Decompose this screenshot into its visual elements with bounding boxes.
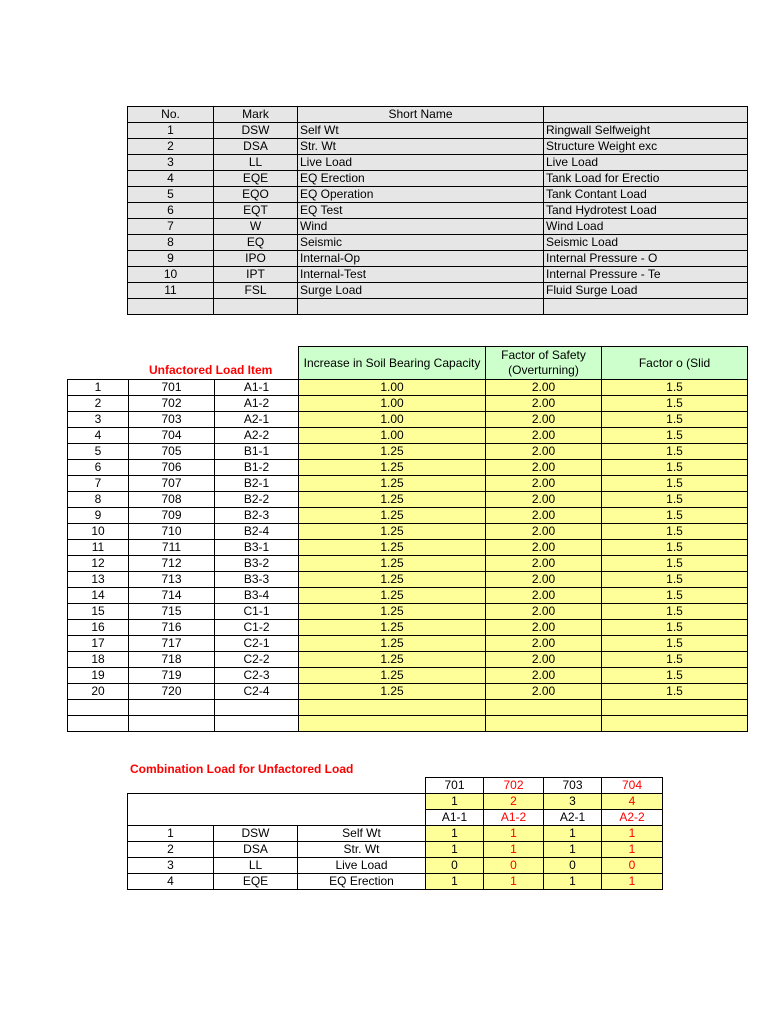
table-row	[68, 508, 748, 524]
table-cell: 1.5	[602, 524, 748, 540]
table-cell: Ringwall Selfweight	[544, 123, 748, 139]
table-cell: 1	[128, 826, 214, 842]
table-row	[128, 826, 663, 842]
table-cell: 1	[602, 874, 663, 890]
table-cell: 2.00	[486, 380, 602, 396]
table-row	[128, 155, 748, 171]
table-cell: 4	[128, 874, 214, 890]
table-cell: 1.00	[299, 412, 486, 428]
table-row	[68, 460, 748, 476]
col-id-cell: 703	[544, 778, 602, 794]
table-cell: LL	[214, 858, 298, 874]
column-header: Mark	[214, 107, 298, 123]
table-cell: 1.5	[602, 620, 748, 636]
table-cell: IPO	[214, 251, 298, 267]
table-cell: B3-2	[215, 556, 299, 572]
table-cell: 1.5	[602, 492, 748, 508]
table-cell: B2-3	[215, 508, 299, 524]
col-num-cell: 4	[602, 794, 663, 810]
table-cell: 1.5	[602, 428, 748, 444]
table-cell: A1-2	[215, 396, 299, 412]
table-row	[128, 251, 748, 267]
table-cell: 2.00	[486, 620, 602, 636]
table-cell: 1	[484, 842, 544, 858]
table-row	[128, 123, 748, 139]
table-cell: 13	[68, 572, 129, 588]
table-cell: 1.5	[602, 572, 748, 588]
combination-load-table-wrap	[127, 777, 662, 891]
table-cell: 2	[128, 842, 214, 858]
table-cell: 17	[68, 636, 129, 652]
table-cell: 20	[68, 684, 129, 700]
table-cell: Seismic	[298, 235, 544, 251]
table-cell: 1.5	[602, 444, 748, 460]
table-row	[128, 874, 663, 890]
table-cell: B1-2	[215, 460, 299, 476]
table-cell: 715	[129, 604, 215, 620]
table-header-row	[128, 107, 748, 123]
load-definition-table-wrap	[127, 106, 662, 316]
table-cell: 2.00	[486, 572, 602, 588]
table-cell: 2.00	[486, 428, 602, 444]
empty-row	[68, 716, 748, 732]
table-cell: 1.5	[602, 684, 748, 700]
table-cell: Fluid Surge Load	[544, 283, 748, 299]
table-cell: EQ	[214, 235, 298, 251]
table-cell: Structure Weight exc	[544, 139, 748, 155]
empty-cell	[128, 299, 214, 315]
table-cell: 713	[129, 572, 215, 588]
table-cell: 7	[68, 476, 129, 492]
table-cell: 5	[128, 187, 214, 203]
combination-load-table	[127, 777, 663, 890]
table-cell: 1	[128, 123, 214, 139]
table-cell: 2.00	[486, 652, 602, 668]
column-header: No.	[128, 107, 214, 123]
header-row	[128, 794, 663, 810]
table-row	[128, 842, 663, 858]
table-cell: 1.5	[602, 588, 748, 604]
table-cell: Tank Contant Load	[544, 187, 748, 203]
table-cell: B3-4	[215, 588, 299, 604]
table-cell: Live Load	[544, 155, 748, 171]
table-cell: 1.25	[299, 588, 486, 604]
table-cell: 18	[68, 652, 129, 668]
table-cell: Seismic Load	[544, 235, 748, 251]
table-cell: Wind	[298, 219, 544, 235]
table-cell: C2-3	[215, 668, 299, 684]
table-cell: 718	[129, 652, 215, 668]
col-num-cell: 2	[484, 794, 544, 810]
table-cell: 1	[484, 874, 544, 890]
table-cell: 1.25	[299, 444, 486, 460]
table-cell: Internal Pressure - O	[544, 251, 748, 267]
table-cell: 1.00	[299, 396, 486, 412]
table-cell: W	[214, 219, 298, 235]
table-row	[128, 187, 748, 203]
table-row	[68, 380, 748, 396]
table-cell: 1.25	[299, 460, 486, 476]
table-cell: B2-4	[215, 524, 299, 540]
table-row	[128, 171, 748, 187]
header-row	[128, 778, 663, 794]
table-cell: 717	[129, 636, 215, 652]
table-cell: Wind Load	[544, 219, 748, 235]
table-cell: 2.00	[486, 476, 602, 492]
col-id-cell: 704	[602, 778, 663, 794]
table-cell: 15	[68, 604, 129, 620]
table-cell: 1.5	[602, 412, 748, 428]
table-row	[68, 444, 748, 460]
table-row	[68, 668, 748, 684]
table-cell: 1.25	[299, 476, 486, 492]
table-row	[68, 652, 748, 668]
table-cell: 1.5	[602, 380, 748, 396]
col-id-cell: 702	[484, 778, 544, 794]
table-cell: 1.5	[602, 636, 748, 652]
table-cell: B1-1	[215, 444, 299, 460]
table-cell: 711	[129, 540, 215, 556]
table-cell: C1-2	[215, 620, 299, 636]
table-cell: 2.00	[486, 540, 602, 556]
table-cell: 1.5	[602, 652, 748, 668]
table-cell: 720	[129, 684, 215, 700]
empty-cell	[486, 700, 602, 716]
table-cell: 2.00	[486, 444, 602, 460]
table-row	[68, 412, 748, 428]
table-cell: 703	[129, 412, 215, 428]
table-cell: 6	[128, 203, 214, 219]
table-cell: Surge Load	[298, 283, 544, 299]
table-row	[68, 636, 748, 652]
load-definition-table	[127, 106, 748, 315]
table-cell: 1.25	[299, 556, 486, 572]
table-cell: 1.25	[299, 524, 486, 540]
column-header: Factor of Safety (Overturning)	[486, 347, 602, 380]
empty-cell	[68, 716, 129, 732]
table-row	[68, 556, 748, 572]
table-cell: 2.00	[486, 668, 602, 684]
table-cell: B3-3	[215, 572, 299, 588]
table-row	[128, 858, 663, 874]
table-cell: 3	[68, 412, 129, 428]
table-cell: 1	[544, 826, 602, 842]
table-cell: C2-2	[215, 652, 299, 668]
table-cell: 2.00	[486, 412, 602, 428]
table-cell: 6	[68, 460, 129, 476]
empty-cell	[602, 700, 748, 716]
table-cell: 1	[602, 842, 663, 858]
table-cell: DSA	[214, 139, 298, 155]
table-cell: 2.00	[486, 396, 602, 412]
table-cell: EQE	[214, 874, 298, 890]
table-cell: 1.5	[602, 460, 748, 476]
table-cell: 1.5	[602, 476, 748, 492]
table-cell: 7	[128, 219, 214, 235]
table-cell: 701	[129, 380, 215, 396]
table-cell: A2-2	[215, 428, 299, 444]
table-cell: Live Load	[298, 858, 426, 874]
empty-row	[128, 299, 748, 315]
unfactored-load-item-title: Unfactored Load Item	[149, 363, 273, 377]
empty-cell	[299, 700, 486, 716]
table-cell: C1-1	[215, 604, 299, 620]
table-cell: 1.25	[299, 540, 486, 556]
table-cell: 1	[544, 842, 602, 858]
table-row	[128, 235, 748, 251]
col-mark-cell: A2-2	[602, 810, 663, 826]
table-cell: 1.25	[299, 668, 486, 684]
table-row	[128, 203, 748, 219]
table-cell: 0	[544, 858, 602, 874]
table-cell: 0	[426, 858, 484, 874]
table-cell: 1	[602, 826, 663, 842]
table-cell: 1.5	[602, 508, 748, 524]
table-cell: EQ Erection	[298, 874, 426, 890]
table-row	[68, 620, 748, 636]
table-cell: 3	[128, 858, 214, 874]
column-header: Factor o (Slid	[602, 347, 748, 380]
table-cell: 1.25	[299, 652, 486, 668]
table-cell: 2.00	[486, 556, 602, 572]
table-cell: 714	[129, 588, 215, 604]
table-cell: C2-4	[215, 684, 299, 700]
table-row	[68, 588, 748, 604]
table-cell: LL	[214, 155, 298, 171]
table-cell: 2.00	[486, 460, 602, 476]
table-row	[68, 684, 748, 700]
table-cell: Str. Wt	[298, 842, 426, 858]
table-cell: Live Load	[298, 155, 544, 171]
table-cell: 8	[128, 235, 214, 251]
table-cell: 1	[544, 874, 602, 890]
table-cell: 0	[602, 858, 663, 874]
table-row	[68, 428, 748, 444]
empty-cell	[215, 716, 299, 732]
table-cell: DSW	[214, 123, 298, 139]
table-cell: C2-1	[215, 636, 299, 652]
table-cell: 2	[68, 396, 129, 412]
table-cell: Internal-Test	[298, 267, 544, 283]
table-cell: B2-2	[215, 492, 299, 508]
table-cell: 2.00	[486, 588, 602, 604]
table-cell: 1	[68, 380, 129, 396]
table-cell: 1.5	[602, 668, 748, 684]
table-cell: 5	[68, 444, 129, 460]
table-cell: 702	[129, 396, 215, 412]
table-cell: 19	[68, 668, 129, 684]
blank-header-cell	[215, 347, 299, 380]
table-cell: 10	[68, 524, 129, 540]
table-cell: Tand Hydrotest Load	[544, 203, 748, 219]
table-cell: 2.00	[486, 684, 602, 700]
table-cell: DSW	[214, 826, 298, 842]
table-row	[128, 219, 748, 235]
table-cell: EQ Test	[298, 203, 544, 219]
table-cell: 11	[128, 283, 214, 299]
table-cell: EQ Operation	[298, 187, 544, 203]
table-cell: A2-1	[215, 412, 299, 428]
table-cell: 0	[484, 858, 544, 874]
table-cell: 2	[128, 139, 214, 155]
col-num-cell: 3	[544, 794, 602, 810]
table-row	[68, 396, 748, 412]
table-row	[68, 572, 748, 588]
table-cell: Str. Wt	[298, 139, 544, 155]
table-cell: Internal-Op	[298, 251, 544, 267]
table-cell: 10	[128, 267, 214, 283]
table-cell: 3	[128, 155, 214, 171]
blank-cell	[128, 794, 426, 826]
column-header	[544, 107, 748, 123]
table-cell: 710	[129, 524, 215, 540]
empty-cell	[215, 700, 299, 716]
table-cell: 1.25	[299, 492, 486, 508]
empty-cell	[129, 700, 215, 716]
unfactored-load-table	[67, 346, 748, 732]
table-cell: 1	[426, 826, 484, 842]
table-cell: EQT	[214, 203, 298, 219]
table-cell: 707	[129, 476, 215, 492]
table-cell: 1.25	[299, 572, 486, 588]
empty-cell	[68, 700, 129, 716]
table-cell: 1.25	[299, 604, 486, 620]
table-cell: 1	[426, 842, 484, 858]
table-row	[68, 492, 748, 508]
table-cell: 2.00	[486, 524, 602, 540]
table-cell: DSA	[214, 842, 298, 858]
table-cell: 716	[129, 620, 215, 636]
table-cell: 14	[68, 588, 129, 604]
table-cell: 1.25	[299, 508, 486, 524]
table-cell: Tank Load for Erectio	[544, 171, 748, 187]
empty-cell	[544, 299, 748, 315]
table-row	[128, 139, 748, 155]
table-cell: 9	[128, 251, 214, 267]
col-num-cell: 1	[426, 794, 484, 810]
table-row	[68, 540, 748, 556]
col-mark-cell: A2-1	[544, 810, 602, 826]
table-cell: B3-1	[215, 540, 299, 556]
col-id-cell: 701	[426, 778, 484, 794]
table-cell: 4	[68, 428, 129, 444]
col-mark-cell: A1-2	[484, 810, 544, 826]
table-cell: 1.5	[602, 604, 748, 620]
table-cell: 11	[68, 540, 129, 556]
unfactored-load-table-wrap	[67, 346, 711, 732]
table-cell: 2.00	[486, 508, 602, 524]
column-header: Short Name	[298, 107, 544, 123]
table-cell: 705	[129, 444, 215, 460]
empty-cell	[298, 299, 544, 315]
table-cell: 708	[129, 492, 215, 508]
table-cell: 1	[484, 826, 544, 842]
empty-row	[68, 700, 748, 716]
empty-cell	[486, 716, 602, 732]
table-cell: Internal Pressure - Te	[544, 267, 748, 283]
empty-cell	[299, 716, 486, 732]
table-cell: EQO	[214, 187, 298, 203]
table-cell: A1-1	[215, 380, 299, 396]
table-cell: 12	[68, 556, 129, 572]
table-cell: 1.25	[299, 620, 486, 636]
table-cell: 1.00	[299, 428, 486, 444]
col-mark-cell: A1-1	[426, 810, 484, 826]
blank-cell	[128, 778, 426, 794]
table-row	[128, 267, 748, 283]
column-header: Increase in Soil Bearing Capacity	[299, 347, 486, 380]
empty-cell	[214, 299, 298, 315]
table-cell: 1	[426, 874, 484, 890]
table-cell: Self Wt	[298, 826, 426, 842]
table-header-row	[68, 347, 748, 380]
table-row	[68, 524, 748, 540]
blank-header-cell	[129, 347, 215, 380]
table-cell: 1.5	[602, 556, 748, 572]
table-cell: 9	[68, 508, 129, 524]
table-cell: B2-1	[215, 476, 299, 492]
table-cell: Self Wt	[298, 123, 544, 139]
table-cell: 1.5	[602, 540, 748, 556]
table-cell: 706	[129, 460, 215, 476]
empty-cell	[602, 716, 748, 732]
table-cell: 2.00	[486, 636, 602, 652]
table-cell: 1.25	[299, 684, 486, 700]
table-row	[128, 283, 748, 299]
table-cell: 2.00	[486, 492, 602, 508]
blank-header-cell	[68, 347, 129, 380]
table-cell: EQE	[214, 171, 298, 187]
table-cell: 1.5	[602, 396, 748, 412]
table-cell: 16	[68, 620, 129, 636]
table-cell: 1.00	[299, 380, 486, 396]
combination-load-title: Combination Load for Unfactored Load	[130, 762, 354, 776]
table-cell: 709	[129, 508, 215, 524]
table-cell: IPT	[214, 267, 298, 283]
table-cell: EQ Erection	[298, 171, 544, 187]
table-cell: 719	[129, 668, 215, 684]
table-row	[68, 476, 748, 492]
table-cell: 4	[128, 171, 214, 187]
table-cell: 1.25	[299, 636, 486, 652]
table-cell: FSL	[214, 283, 298, 299]
table-cell: 2.00	[486, 604, 602, 620]
table-cell: 8	[68, 492, 129, 508]
table-row	[68, 604, 748, 620]
table-cell: 712	[129, 556, 215, 572]
table-cell: 704	[129, 428, 215, 444]
empty-cell	[129, 716, 215, 732]
